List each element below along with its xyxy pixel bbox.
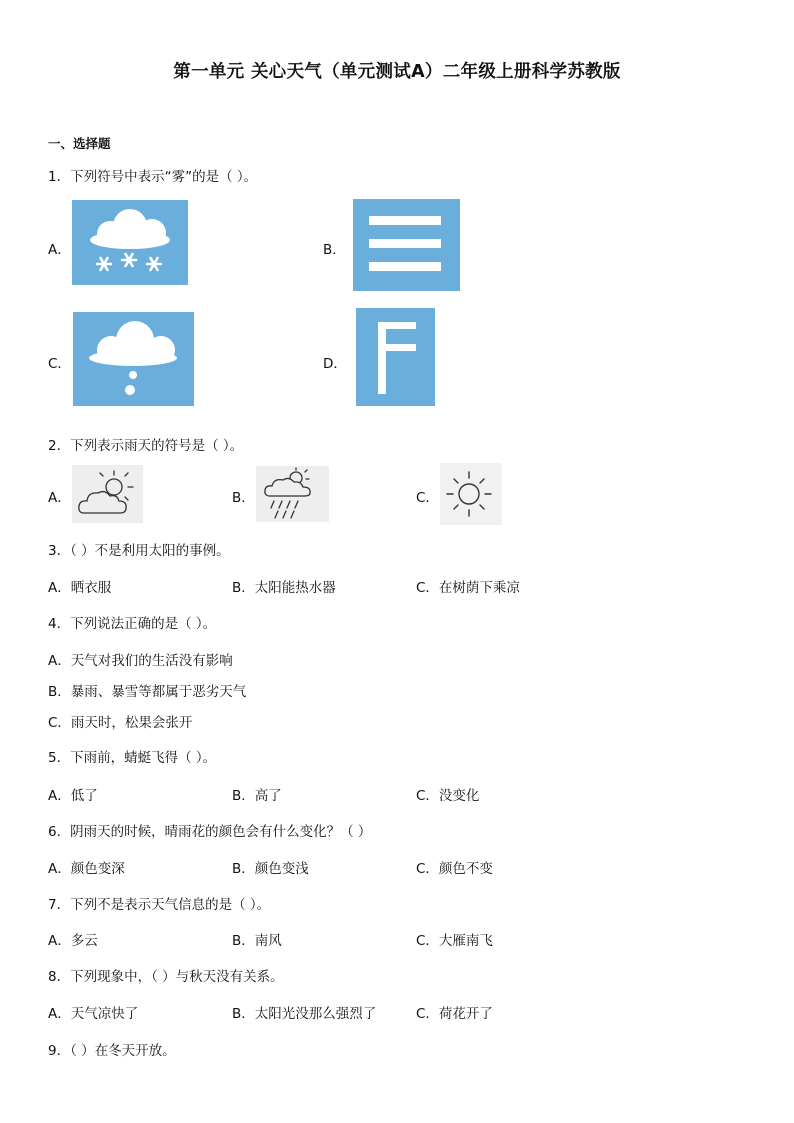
question-8-stem: 8．下列现象中，（ ）与秋天没有关系。 [48,969,284,985]
question-1-stem: 1．下列符号中表示“雾”的是（ ）。 [48,169,258,185]
q6-option-c: C．颜色不变 [416,861,493,877]
rain-cloud-icon [256,466,329,522]
fog-lines-icon [353,199,460,291]
q2-option-a-label: A． [48,490,71,506]
q2-option-b-label: B． [232,490,255,506]
q4-option-b: B．暴雨、暴雪等都属于恶劣天气 [48,684,247,700]
q8-option-c: C．荷花开了 [416,1006,493,1022]
q7-option-b: B．南风 [232,933,282,949]
q1-option-b-label: B． [323,242,346,258]
question-4-stem: 4．下列说法正确的是（ ）。 [48,616,217,632]
q4-option-a: A．天气对我们的生活没有影响 [48,653,233,669]
q3-option-c: C．在树荫下乘凉 [416,580,520,596]
q8-option-a: A．天气凉快了 [48,1006,139,1022]
partly-cloudy-icon [72,465,143,523]
q1-option-d-label: D． [323,356,347,372]
question-3-stem: 3．（ ）不是利用太阳的事例。 [48,543,230,559]
question-2-stem: 2．下列表示雨天的符号是（ ）。 [48,438,244,454]
question-6-stem: 6．阴雨天的时候，晴雨花的颜色会有什么变化？（ ） [48,824,372,840]
q4-option-c: C．雨天时，松果会张开 [48,715,193,731]
q7-option-a: A．多云 [48,933,98,949]
q7-option-c: C．大雁南飞 [416,933,493,949]
snow-cloud-icon [72,200,188,285]
q5-option-a: A．低了 [48,788,98,804]
section-heading: 一、选择题 [48,136,111,151]
question-9-stem: 9．（ ）在冬天开放。 [48,1043,176,1059]
page-title: 第一单元 关心天气（单元测试A）二年级上册科学苏教版 [173,62,621,82]
q6-option-a: A．颜色变深 [48,861,125,877]
question-5-stem: 5．下雨前，蜻蜓飞得（ ）。 [48,750,217,766]
hail-cloud-icon [73,312,194,406]
q6-option-b: B．颜色变浅 [232,861,309,877]
question-7-stem: 7．下列不是表示天气信息的是（ ）。 [48,897,271,913]
q5-option-b: B．高了 [232,788,282,804]
sun-icon [440,463,502,525]
q5-option-c: C．没变化 [416,788,480,804]
q3-option-a: A．晒衣服 [48,580,112,596]
frost-symbol-icon [356,308,435,406]
q8-option-b: B．太阳光没那么强烈了 [232,1006,377,1022]
q3-option-b: B．太阳能热水器 [232,580,336,596]
q1-option-a-label: A． [48,242,71,258]
q1-option-c-label: C． [48,356,71,372]
q2-option-c-label: C． [416,490,439,506]
